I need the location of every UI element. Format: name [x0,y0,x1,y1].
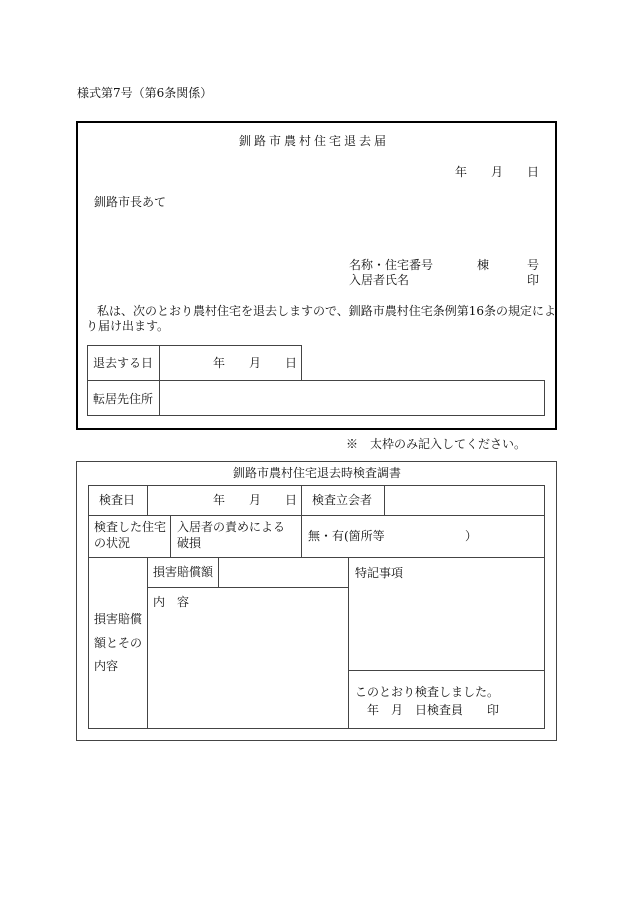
new-address-box [87,380,545,416]
body-line-2: り届け出ます。 [86,319,170,333]
form-number: 様式第7号（第6条関係） [77,86,213,100]
moveout-year: 年 [213,356,226,370]
inspector-line: 年 月 日検査員 印 [367,703,500,717]
moveout-day: 日 [285,356,298,370]
inspection-day: 日 [285,493,298,507]
condition-label-2: の状況 [94,536,131,550]
inspection-date-label: 検査日 [99,493,136,507]
notice-date-day: 日 [527,165,540,179]
presence-text: 無・有(箇所等 [308,529,385,543]
new-address-label: 転居先住所 [93,392,154,406]
moveout-date-label: 退去する日 [93,356,154,370]
damage-label-1: 入居者の責めによる [177,520,286,534]
addressee: 釧路市長あて [94,195,167,209]
moveout-month: 月 [249,356,262,370]
body-line-1: 私は、次のとおり農村住宅を退去しますので、釧路市農村住宅条例第16条の規定によ [97,304,557,318]
name-housing-label: 名称・住宅番号 [349,258,434,272]
fill-note: ※ 太枠のみ記入してください。 [346,437,527,451]
amount-label: 損害賠償額 [153,565,214,579]
inspection-year: 年 [213,493,226,507]
notice-date-year: 年 [455,165,468,179]
notice-title: 釧路市農村住宅退去届 [239,134,390,148]
confirmation-text: このとおり検査しました。 [355,685,500,699]
damage-label-2: 破損 [177,536,202,550]
presence-close: ） [465,529,478,543]
compensation-label-2: 額とその [94,636,143,650]
notice-date-month: 月 [491,165,504,179]
remarks-label: 特記事項 [355,566,404,580]
content-label: 内 容 [153,595,190,609]
inspection-title: 釧路市農村住宅退去時検査調書 [233,466,402,480]
condition-label-1: 検査した住宅 [94,520,167,534]
building-unit: 棟 [477,258,490,272]
inspection-month: 月 [249,493,262,507]
resident-label: 入居者氏名 [349,273,410,287]
resident-seal: 印 [527,273,540,287]
witness-label: 検査立会者 [312,493,373,507]
compensation-label-1: 損害賠償 [94,612,143,626]
compensation-label-3: 内容 [94,659,119,673]
number-unit: 号 [527,258,540,272]
